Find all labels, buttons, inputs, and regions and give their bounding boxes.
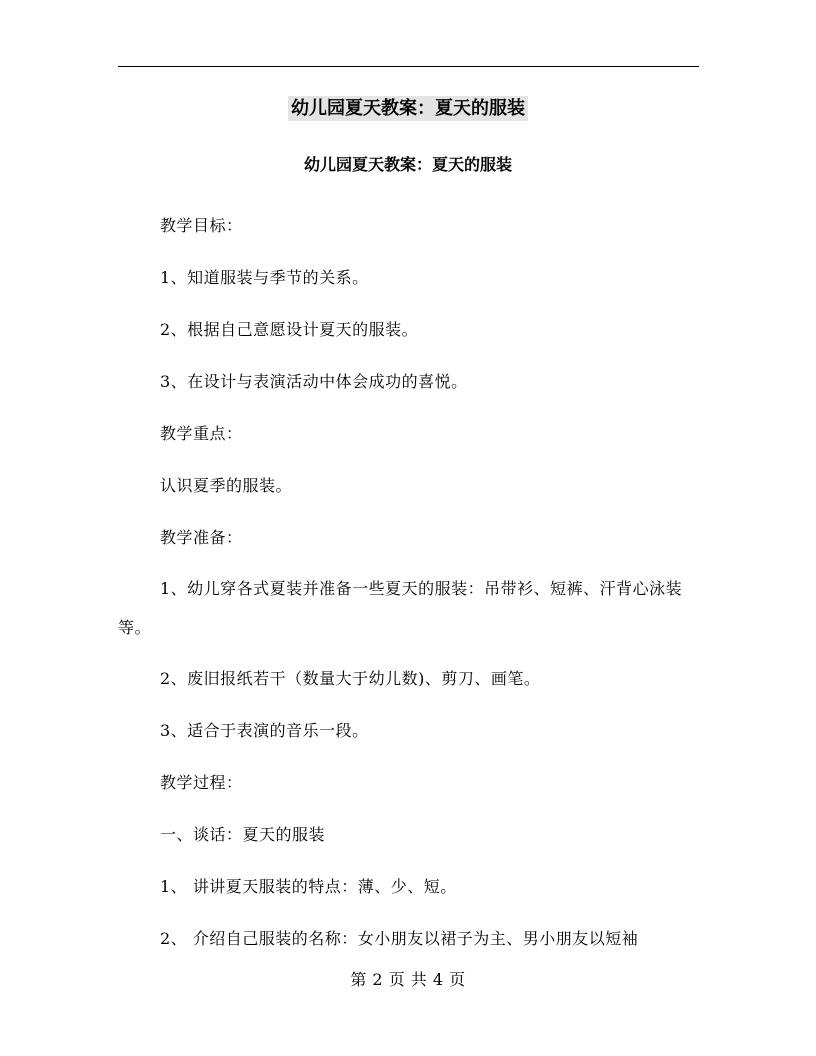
paragraph: 教学重点： <box>160 424 243 443</box>
page-number: 第 2 页 共 4 页 <box>350 970 466 989</box>
paragraph: 1、幼儿穿各式夏装并准备一些夏天的服装：吊带衫、短裤、汗背心泳装等。 <box>118 579 683 637</box>
paragraph: 2、废旧报纸若干（数量大于幼儿数)、剪刀、画笔。 <box>160 669 541 688</box>
paragraph: 2、 介绍自己服装的名称：女小朋友以裙子为主、男小朋友以短袖 <box>160 929 639 948</box>
paragraph: 3、适合于表演的音乐一段。 <box>160 721 369 740</box>
document-title <box>0 94 816 124</box>
paragraph: 1、 讲讲夏天服装的特点：薄、少、短。 <box>160 877 457 896</box>
paragraph: 1、知道服装与季节的关系。 <box>160 268 369 287</box>
paragraph: 教学准备： <box>160 528 243 547</box>
header-rule <box>118 66 699 67</box>
document-title-text: 幼儿园夏天教案：夏天的服装 <box>288 96 528 121</box>
paragraph: 教学过程： <box>160 773 243 792</box>
paragraph: 认识夏季的服装。 <box>160 476 293 495</box>
paragraph: 2、根据自己意愿设计夏天的服装。 <box>160 320 419 339</box>
paragraph: 一、谈话：夏天的服装 <box>160 825 326 844</box>
paragraph: 3、在设计与表演活动中体会成功的喜悦。 <box>160 372 468 391</box>
paragraph: 教学目标： <box>160 216 243 235</box>
lesson-title: 幼儿园夏天教案：夏天的服装 <box>303 155 512 174</box>
